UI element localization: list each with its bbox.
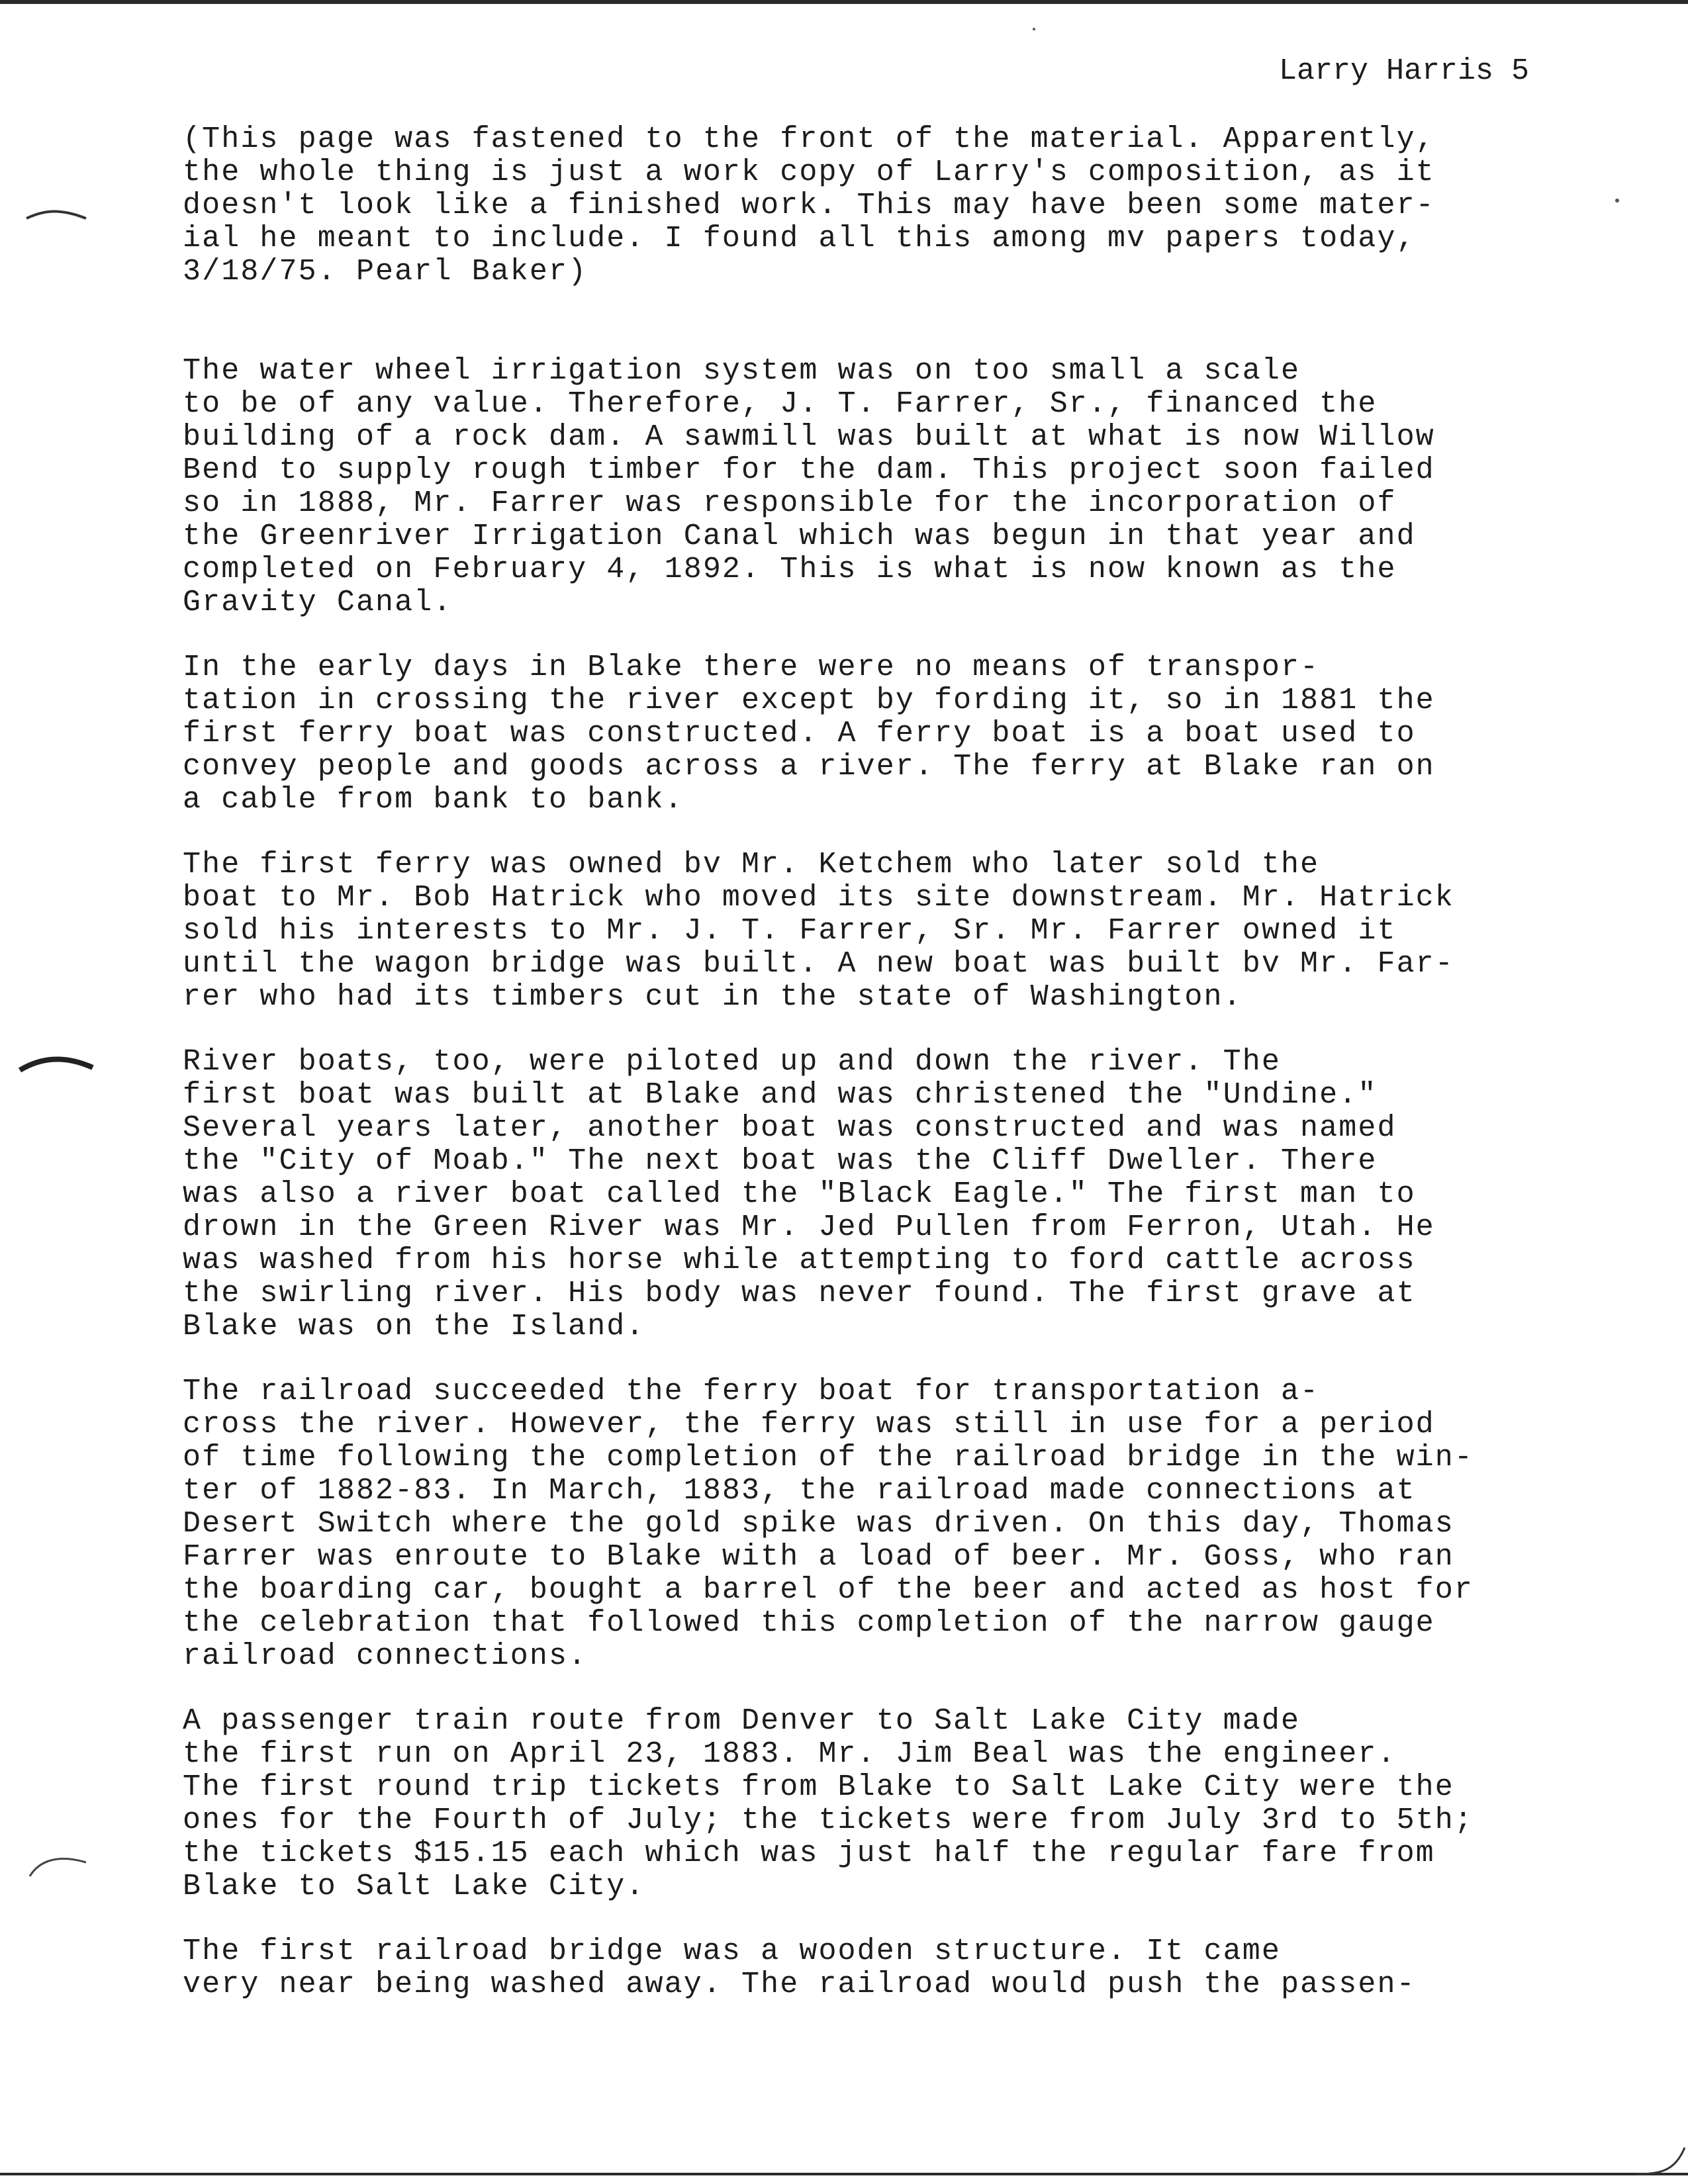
scan-edge-top [0,0,1688,4]
margin-mark-middle [13,1049,99,1082]
margin-mark-bottom [20,1846,93,1886]
scan-edge-bottom [0,2173,1688,2175]
paragraph-railroad: The railroad succeeded the ferry boat for transportation a- cross the river. However, the ferry was still in use for a period of time following the completion of the railroad bridge in the win- ter of 1882-83. In March, 1883, the railroad made connections at Desert Switch where the gold spike was driven. On this day, Thomas Farrer was enroute to Blake with a load of beer. Mr. Goss, who ran the boarding car, bought a barrel of the beer and acted as host for the celebration that followed this completion of the narrow gauge railroad connections. [183,1375,1474,1673]
paragraph-ferry-crossing: In the early days in Blake there were no means of transpor- tation in crossing the river except by fording it, so in 1881 the first ferry boat was constructed. A ferry boat is a boat used to convey people and goods across a river. The ferry at Blake ran on a cable from bank to bank. [183,651,1435,817]
page-header: Larry Harris 5 [1278,54,1529,88]
paragraph-irrigation: The water wheel irrigation system was on too small a scale to be of any value. Therefore, J. T. Farrer, Sr., financed the building of a rock dam. A sawmill was built at what is now Willow Bend to supply rough timber for the dam. This project soon failed so in 1888, Mr. Farrer was responsible for the incorporation of the Greenriver Irrigation Canal which was begun in that year and completed on February 4, 1892. This is what is now known as the Gravity Canal. [183,354,1435,619]
paragraph-river-boats: River boats, too, were piloted up and down the river. The first boat was built at Blake and was christened the "Undine." Several years later, another boat was constructed and was named the "City of Moab." The next boat was the Cliff Dweller. There was also a river boat called the "Black Eagle." The first man to drown in the Green River was Mr. Jed Pullen from Ferron, Utah. He was washed from his horse while attempting to ford cattle across the swirling river. His body was never found. The first grave at Blake was on the Island. [183,1045,1435,1343]
paragraph-railroad-bridge: The first railroad bridge was a wooden structure. It came very near being washed away. The railroad would push the passen- [183,1934,1416,2001]
paragraph-passenger-train: A passenger train route from Denver to Salt Lake City made the first run on April 23, 1883. Mr. Jim Beal was the engineer. The first round trip tickets from Blake to Salt Lake City were the ones for the Fourth of July; the tickets were from July 3rd to 5th; the tickets $15.15 each which was just half the regular fare from Blake to Salt Lake City. [183,1704,1474,1903]
paragraph-ferry-owners: The first ferry was owned bv Mr. Ketchem who later sold the boat to Mr. Bob Hatrick who moved its site downstream. Mr. Hatrick sold his interests to Mr. J. T. Farrer, Sr. Mr. Farrer owned it until the wagon bridge was built. A new boat was built bv Mr. Far- rer who had its timbers cut in the state of Washington. [183,848,1454,1014]
editor-note: (This page was fastened to the front of the material. Apparently, the whole thing is just a work copy of Larry's composition, as it doesn't look like a finished work. This may have been some mater- ial he meant to include. I found all this among mv papers today, 3/18/75. Pearl Baker) [183,122,1435,289]
scan-speck [1615,199,1619,203]
scan-speck [1033,28,1035,30]
document-body [183,123,1533,2001]
page-curl [1635,2144,1688,2184]
margin-mark-top [20,199,93,232]
